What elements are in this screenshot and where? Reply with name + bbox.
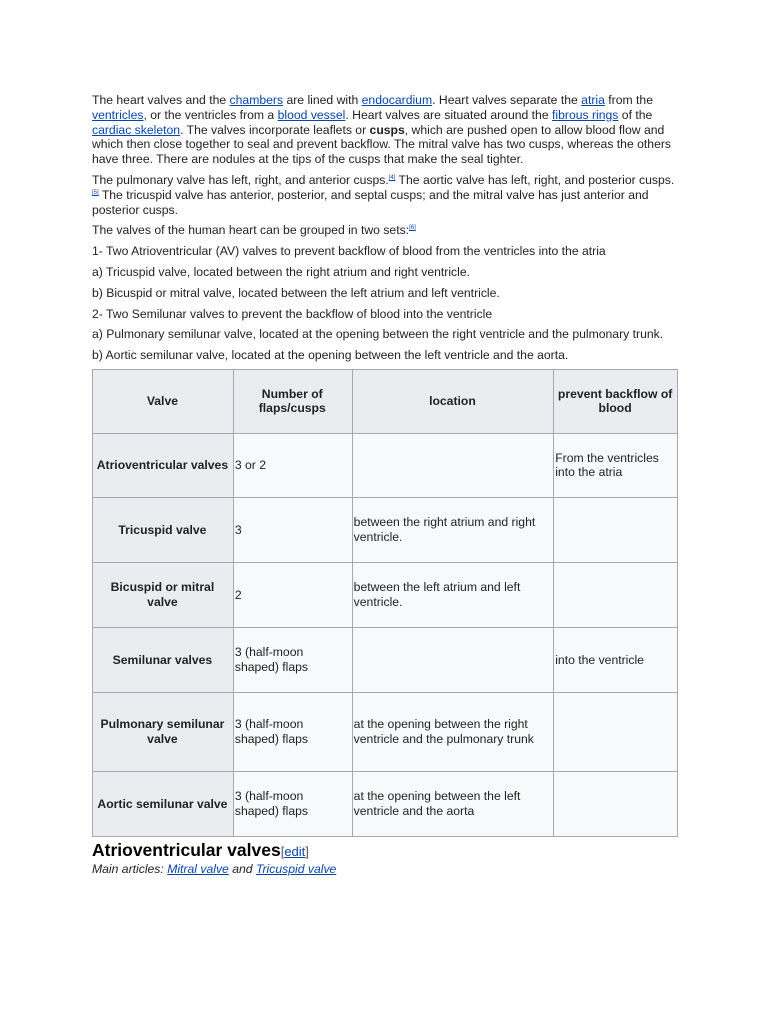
text: The heart valves and the — [92, 93, 230, 107]
backflow-cell — [554, 497, 678, 562]
location-cell — [352, 433, 554, 497]
edit-section — [281, 844, 309, 859]
location-cell: at the opening between the right ventricle and the pulmonary trunk — [352, 692, 554, 771]
flaps-cell: 3 (half-moon shaped) flaps — [233, 771, 352, 836]
reference-6[interactable] — [409, 225, 416, 231]
text: Main articles: — [92, 861, 168, 876]
table-row — [93, 433, 678, 497]
valve-name-cell: Aortic semilunar valve — [93, 771, 234, 836]
table-row — [93, 627, 678, 692]
table-row — [93, 771, 678, 836]
backflow-cell — [554, 562, 678, 627]
link-fibrous-rings[interactable]: fibrous rings — [552, 107, 619, 122]
link-blood-vessel[interactable]: blood vessel — [277, 107, 346, 122]
valves-table — [92, 369, 678, 837]
table-row — [93, 692, 678, 771]
list-semilunar-valves: 2- Two Semilunar valves to prevent the backflow of blood into the ventricle — [92, 306, 493, 321]
link-atria[interactable]: atria — [581, 93, 605, 107]
link-tricuspid-valve[interactable]: Tricuspid valve — [255, 861, 337, 876]
section-heading — [92, 840, 678, 862]
backflow-cell: From the ventricles into the atria — [554, 433, 678, 497]
intro-paragraph-3 — [92, 223, 678, 238]
link-mitral-valve[interactable]: Mitral valve — [167, 861, 229, 876]
header-number-of-flaps: Number of flaps/cusps — [233, 369, 352, 433]
table-row — [93, 497, 678, 562]
flaps-cell: 3 (half-moon shaped) flaps — [233, 627, 352, 692]
bold-cusps: cusps — [369, 122, 405, 137]
location-cell: between the right atrium and right ventricle. — [352, 497, 554, 562]
text: of the — [618, 107, 653, 122]
header-prevent-backflow: prevent backflow of blood — [554, 369, 678, 433]
backflow-cell — [554, 771, 678, 836]
link-chambers[interactable]: chambers — [229, 93, 284, 107]
edit-link[interactable]: edit — [284, 843, 306, 859]
text: , or the ventricles from a — [143, 107, 278, 122]
text: . The valves incorporate leaflets or — [180, 122, 370, 137]
text: . Heart valves separate the — [432, 93, 582, 107]
link-ventricles[interactable]: ventricles — [92, 107, 144, 122]
text: The valves of the human heart can be grouped in two sets: — [92, 223, 410, 238]
list-av-valves: 1- Two Atrioventricular (AV) valves to prevent backflow of blood from the ventricles into the atria — [92, 244, 606, 259]
link-endocardium[interactable]: endocardium — [361, 93, 433, 107]
bracket: ] — [305, 843, 309, 859]
valve-name-cell: Tricuspid valve — [93, 497, 234, 562]
intro-paragraph-2 — [92, 173, 678, 217]
flaps-cell: 2 — [233, 562, 352, 627]
reference-link[interactable]: [4] — [388, 174, 396, 181]
flaps-cell: 3 — [233, 497, 352, 562]
text: . Heart valves are situated around the — [345, 107, 553, 122]
table-header-row — [93, 369, 678, 433]
location-cell — [352, 627, 554, 692]
article-body — [92, 93, 678, 877]
text: , which are pushed open to allow blood flow and which then close together to seal and prevent backflow. The mitral valve has two cusps, whereas the others have three. There are nodules at the tips of the cusps that make the seal tighter. — [92, 122, 671, 167]
bracket: [ — [280, 843, 285, 859]
flaps-cell: 3 or 2 — [233, 433, 352, 497]
list-tricuspid: a) Tricuspid valve, located between the right atrium and right ventricle. — [92, 264, 471, 279]
valve-name-cell: Bicuspid or mitral valve — [93, 562, 234, 627]
text: The aortic valve has left, right, and posterior cusps. — [395, 172, 675, 187]
list-aortic: b) Aortic semilunar valve, located at the opening between the left ventricle and the aorta. — [92, 348, 569, 363]
list-pulmonary: a) Pulmonary semilunar valve, located at the opening between the right ventricle and the pulmonary trunk. — [92, 327, 664, 342]
location-cell: at the opening between the left ventricle and the aorta — [352, 771, 554, 836]
valve-name-cell: Atrioventricular valves — [93, 433, 234, 497]
text: from the — [604, 93, 653, 107]
reference-link[interactable]: [6] — [409, 225, 416, 232]
reference-link[interactable]: [5] — [92, 189, 99, 196]
valve-name-cell: Pulmonary semilunar valve — [93, 692, 234, 771]
flaps-cell: 3 (half-moon shaped) flaps — [233, 692, 352, 771]
valve-name-cell: Semilunar valves — [93, 627, 234, 692]
table-row — [93, 562, 678, 627]
reference-5[interactable] — [92, 190, 99, 196]
section-heading-text: Atrioventricular valves — [92, 839, 281, 860]
hatnote-main-articles — [92, 862, 678, 877]
link-cardiac-skeleton[interactable]: cardiac skeleton — [92, 122, 181, 137]
backflow-cell: into the ventricle — [554, 627, 678, 692]
text: The pulmonary valve has left, right, and anterior cusps. — [92, 172, 389, 187]
header-valve: Valve — [93, 369, 234, 433]
text: and — [228, 861, 256, 876]
header-location: location — [352, 369, 554, 433]
text: The tricuspid valve has anterior, posterior, and septal cusps; and the mitral valve has just anterior and posterior cusps. — [92, 187, 649, 217]
text: are lined with — [283, 93, 362, 107]
location-cell: between the left atrium and left ventricle. — [352, 562, 554, 627]
intro-paragraph-1 — [92, 93, 678, 167]
list-mitral: b) Bicuspid or mitral valve, located between the left atrium and left ventricle. — [92, 285, 500, 300]
backflow-cell — [554, 692, 678, 771]
